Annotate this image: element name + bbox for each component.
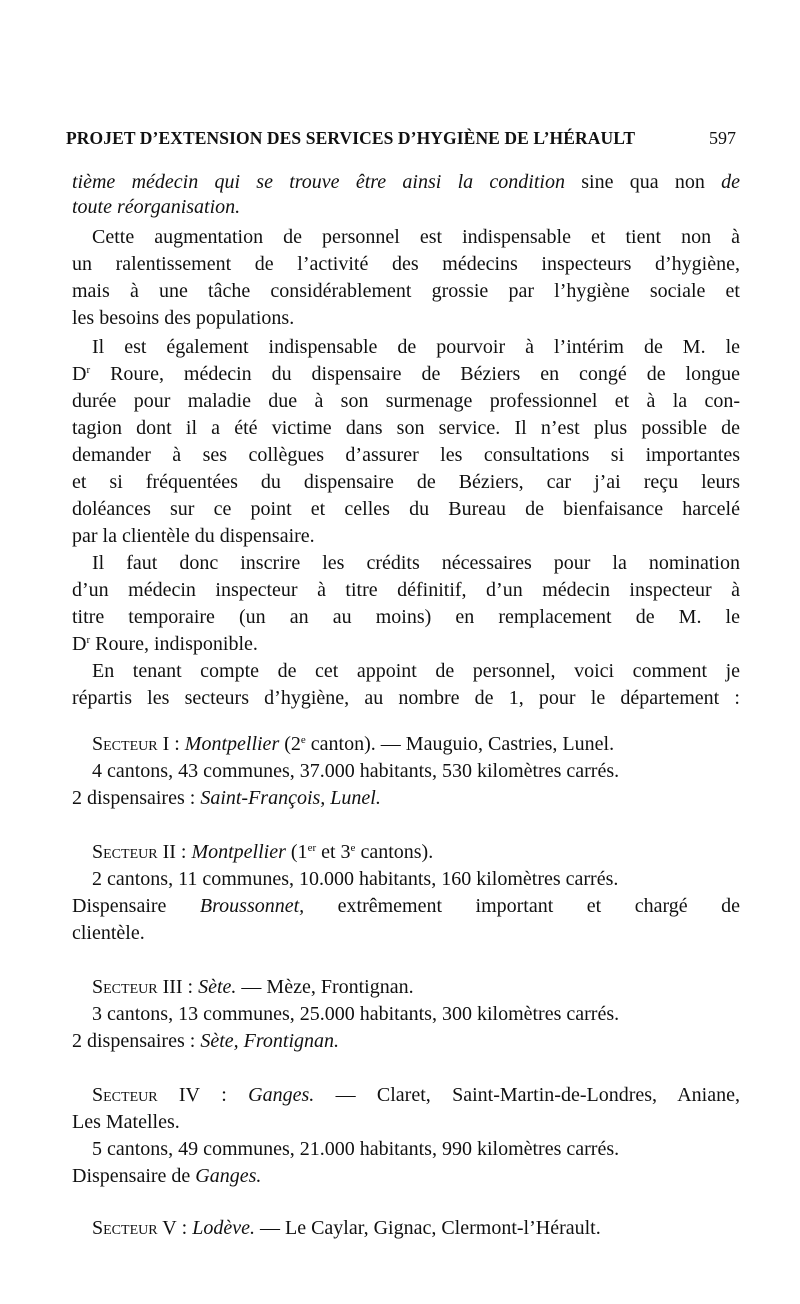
sector-towns: — Claret, Saint-Martin-de-Londres, Aniane, bbox=[335, 1084, 740, 1106]
sector-4-dispensary: Dispensaire de Ganges. bbox=[72, 1165, 262, 1187]
text-line: un ralentissement de l’activité des médecins inspecteurs d’hygiène, bbox=[72, 253, 740, 275]
text-span: Roure, indisponible. bbox=[95, 633, 258, 655]
sector-3-stats: 3 cantons, 13 communes, 25.000 habitants, 300 kilomètres carrés. bbox=[92, 1003, 620, 1025]
text-line: durée pour maladie due à son surmenage professionnel et à la con- bbox=[72, 390, 740, 412]
sector-3-dispensaries: 2 dispensaires : Sète, Frontignan. bbox=[72, 1030, 339, 1052]
text-line: titre temporaire (un an au moins) en remplacement de M. le bbox=[72, 606, 740, 628]
doctor-abbrev: $D^r$ bbox=[72, 633, 91, 655]
sector-4-towns-cont: Les Matelles. bbox=[72, 1111, 180, 1133]
text-span: tième médecin qui se trouve être ainsi la condition bbox=[72, 171, 565, 193]
text-line: par la clientèle du dispensaire. bbox=[72, 525, 315, 547]
text-line bbox=[72, 630, 258, 658]
text-line: mais à une tâche considérablement grossie par l’hygiène sociale et bbox=[72, 280, 740, 302]
text-line: tagion dont il a été victime dans son service. Il n’est plus possible de bbox=[72, 417, 740, 439]
text-line: doléances sur ce point et celles du Bureau de bienfaisance harcelé bbox=[72, 498, 740, 520]
sector-seat: Lodève. bbox=[192, 1217, 255, 1239]
paragraph-start: Il est également indispensable de pourvoir à l’intérim de M. le bbox=[92, 336, 740, 358]
sector-towns: — Le Caylar, Gignac, Clermont-l’Hérault. bbox=[259, 1217, 601, 1239]
sector-towns: — Mauguio, Castries, Lunel. bbox=[380, 733, 615, 755]
text-line: les besoins des populations. bbox=[72, 307, 295, 329]
sector-3-heading: Secteur III : Sète. — Mèze, Frontignan. bbox=[92, 976, 414, 998]
sector-1-stats: 4 cantons, 43 communes, 37.000 habitants, 530 kilomètres carrés. bbox=[92, 760, 620, 782]
paragraph-start: Cette augmentation de personnel est indispensable et tient non à bbox=[92, 226, 740, 248]
page-number: 597 bbox=[709, 128, 736, 148]
text-span: de bbox=[721, 171, 741, 193]
paragraph-start: En tenant compte de cet appoint de personnel, voici comment je bbox=[92, 660, 740, 682]
sector-5-heading: Secteur V : Lodève. — Le Caylar, Gignac, Clermont-l’Hérault. bbox=[92, 1217, 601, 1239]
sector-seat: Sète. bbox=[198, 976, 237, 998]
sector-towns: — Mèze, Frontignan. bbox=[241, 976, 414, 998]
text-line: d’un médecin inspecteur à titre définitif, d’un médecin inspecteur à bbox=[72, 579, 740, 601]
sector-2-heading: Secteur II : Montpellier (1er et 3e cantons). bbox=[92, 841, 434, 863]
sector-label: Secteur V bbox=[92, 1217, 177, 1239]
sector-2-dispensary-end: clientèle. bbox=[72, 922, 145, 944]
sector-2-dispensary: Dispensaire Broussonnet, extrêmement important et chargé de bbox=[72, 895, 740, 917]
sector-label: Secteur II bbox=[92, 841, 176, 863]
text-span: sine qua non bbox=[581, 171, 705, 193]
running-header bbox=[66, 128, 736, 154]
doctor-abbrev: $D^r$ bbox=[72, 363, 91, 385]
sector-4-stats: 5 cantons, 49 communes, 21.000 habitants, 990 kilomètres carrés. bbox=[92, 1138, 620, 1160]
paragraph-start: Il faut donc inscrire les crédits nécessaires pour la nomination bbox=[92, 552, 740, 574]
text-line: répartis les secteurs d’hygiène, au nombre de 1, pour le département : bbox=[72, 687, 740, 709]
text-line: demander à ses collègues d’assurer les consultations si importantes bbox=[72, 444, 740, 466]
text-line bbox=[72, 360, 740, 388]
sector-1-heading: Secteur I : Montpellier (2e canton). — Mauguio, Castries, Lunel. bbox=[92, 733, 615, 755]
sector-4-heading: Secteur IV : Ganges. — Claret, Saint-Martin-de-Londres, Aniane, bbox=[92, 1084, 740, 1106]
sector-1-dispensaries: 2 dispensaires : Saint-François, Lunel. bbox=[72, 787, 381, 809]
text-line bbox=[72, 168, 740, 196]
text-line: toute réorganisation. bbox=[72, 196, 241, 218]
sector-label: Secteur IV bbox=[92, 1084, 200, 1106]
text-span: Roure, médecin du dispensaire de Béziers en congé de longue bbox=[110, 363, 740, 385]
sector-seat: Montpellier bbox=[184, 733, 280, 755]
running-title: PROJET D’EXTENSION DES SERVICES D’HYGIÈNE DE L’HÉRAULT bbox=[66, 128, 636, 148]
sector-label: Secteur III bbox=[92, 976, 183, 998]
sector-seat: Montpellier bbox=[191, 841, 286, 863]
text-line: et si fréquentées du dispensaire de Béziers, car j’ai reçu leurs bbox=[72, 471, 740, 493]
sector-2-stats: 2 cantons, 11 communes, 10.000 habitants, 160 kilomètres carrés. bbox=[92, 868, 619, 890]
sector-label: Secteur I bbox=[92, 733, 170, 755]
sector-seat: Ganges. bbox=[248, 1084, 315, 1106]
